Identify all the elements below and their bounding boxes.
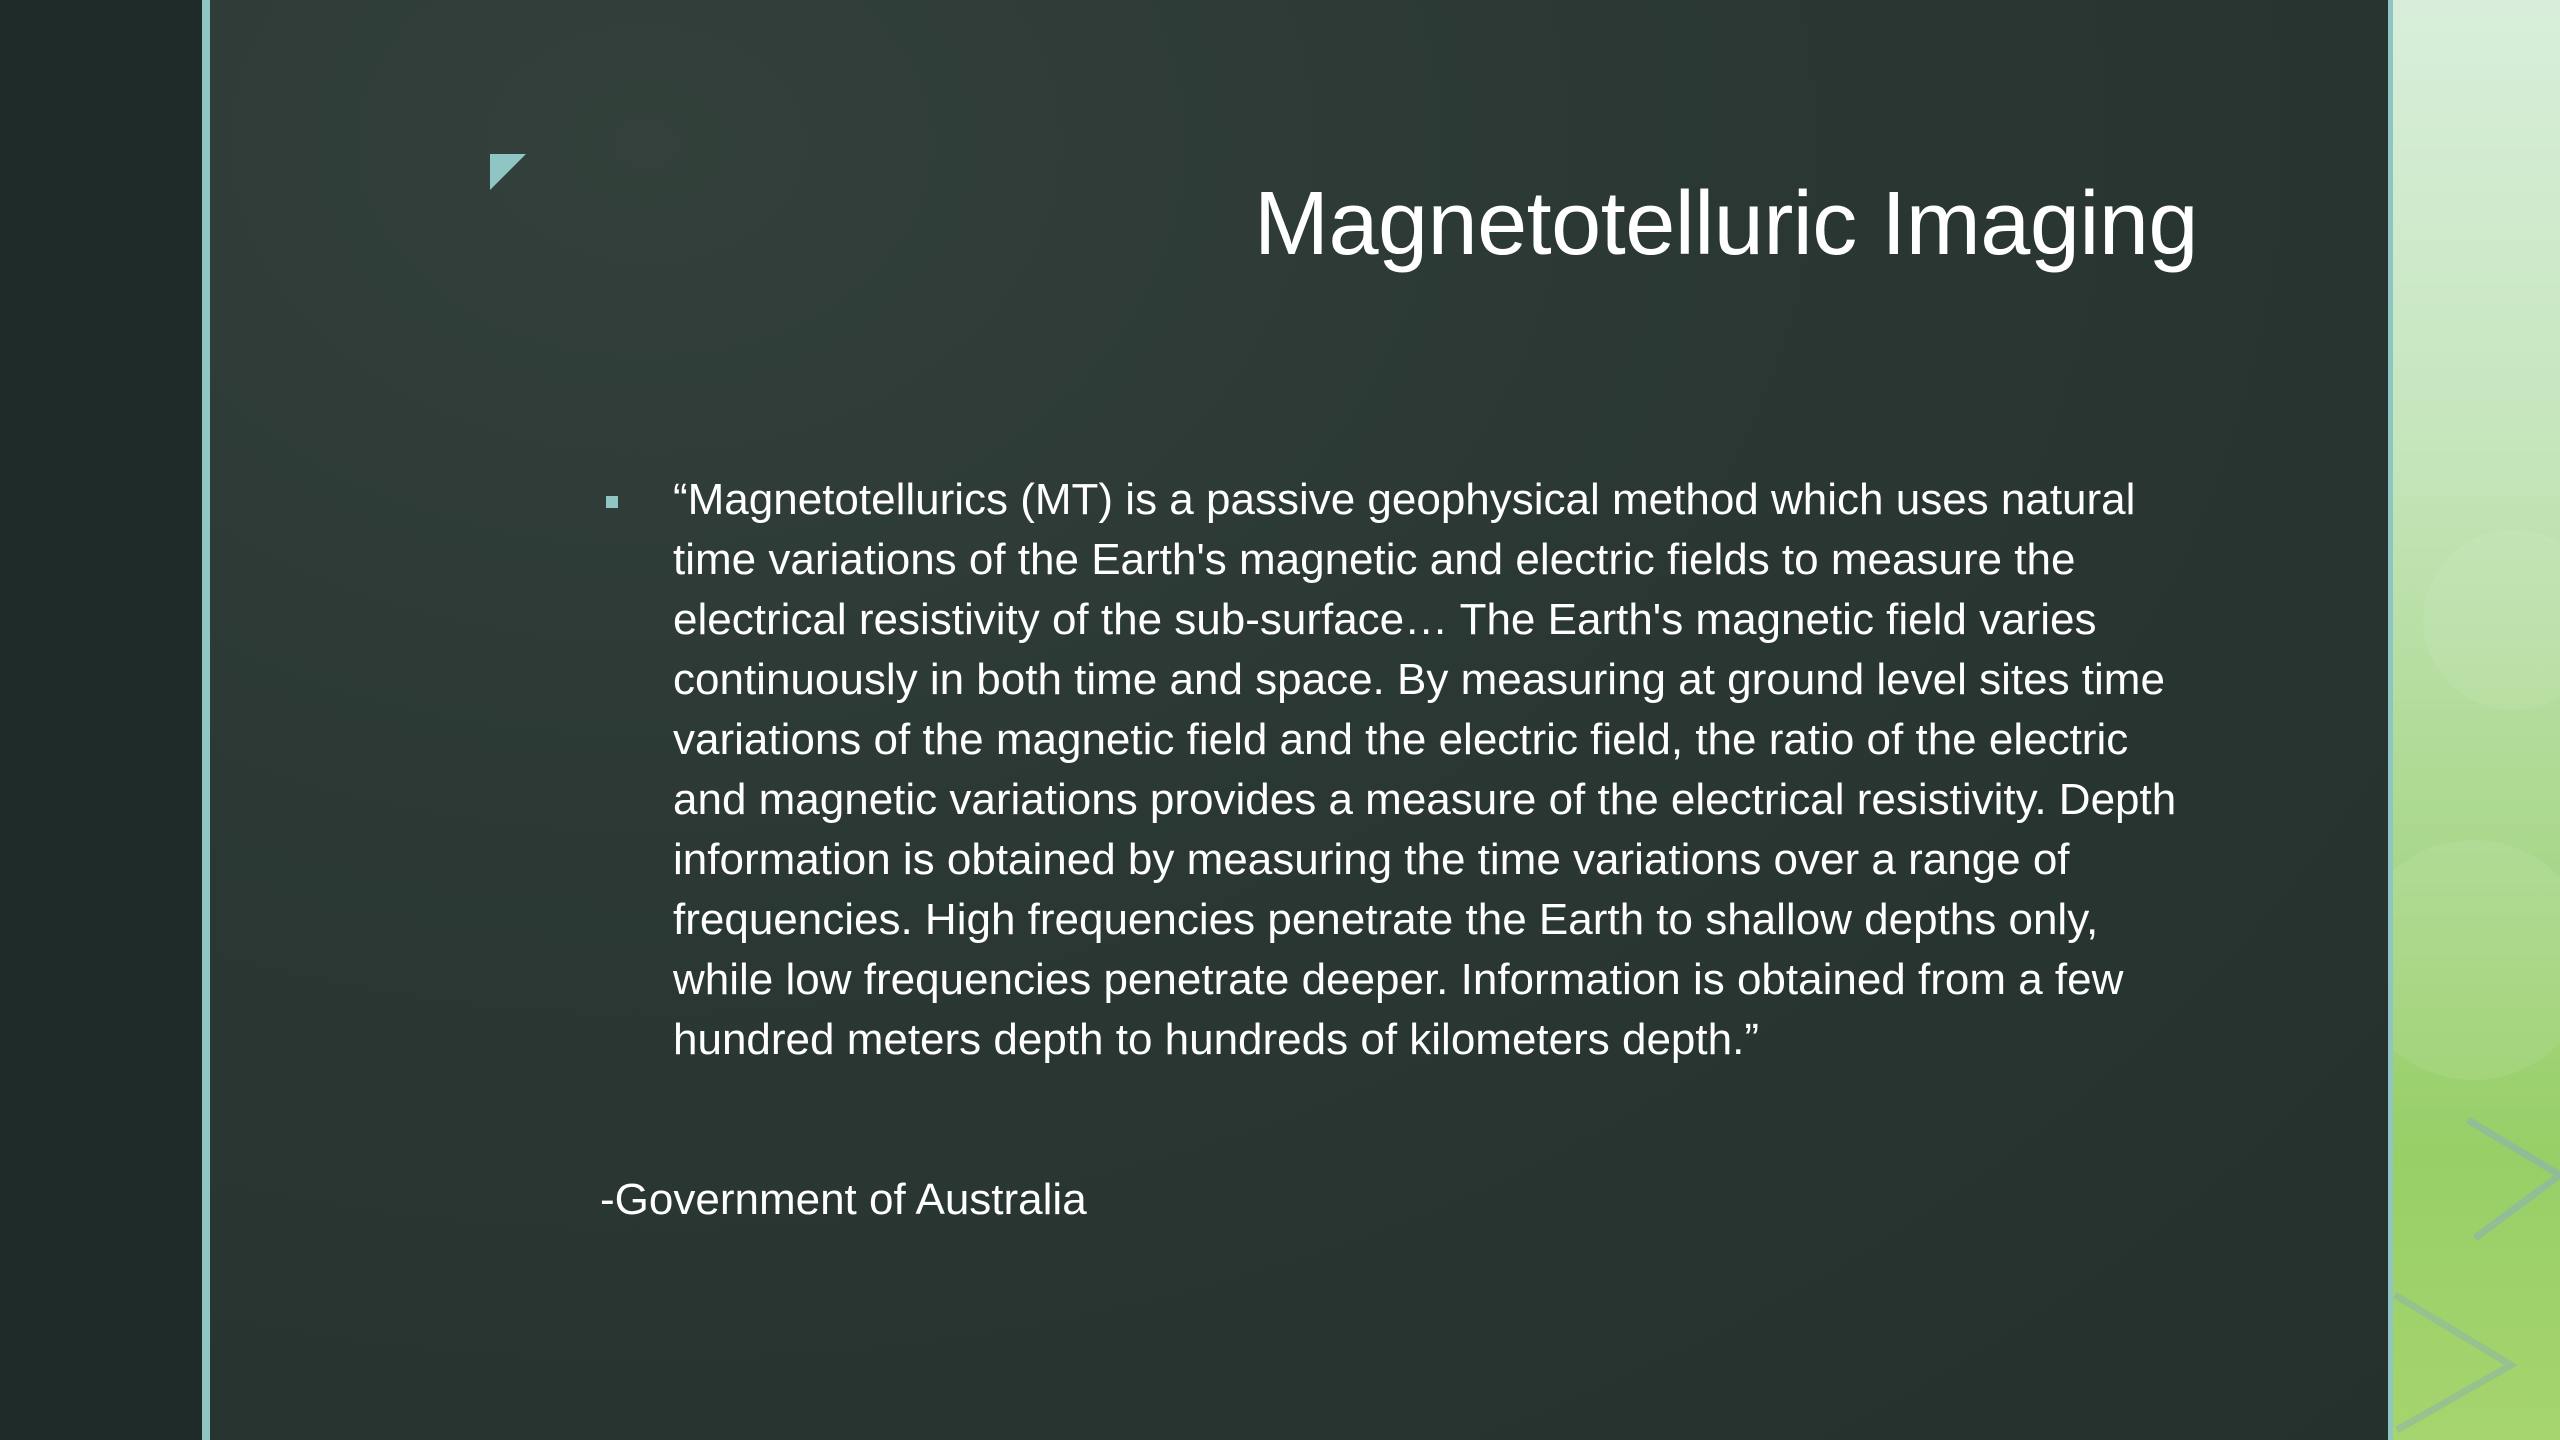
left-accent-line <box>202 0 210 1440</box>
chevron-right-icon <box>2393 0 2560 1440</box>
left-sidebar-bar <box>0 0 202 1440</box>
bullet-list <box>600 470 2200 1070</box>
slide-title: Magnetotelluric Imaging <box>1253 174 2198 274</box>
triangle-icon <box>490 154 526 190</box>
square-bullet-icon <box>606 496 618 508</box>
right-decorative-panel <box>2393 0 2560 1440</box>
quote-attribution: -Government of Australia <box>600 1175 1087 1224</box>
bullet-item-text: “Magnetotellurics (MT) is a passive geophysical method which uses natural time variations of the Earth's magnetic and electric fields to measure the electrical resistivity of the sub-surface… The Earth's magnetic field varies continuously in both time and space. By measuring at ground level sites time variations of the magnetic field and the electric field, the ratio of the electric and magnetic variations provides a measure of the electrical resistivity. Depth information is obtained by measuring the time variations over a range of frequencies. High frequencies penetrate the Earth to shallow depths only, while low frequencies penetrate deeper. Information is obtained from a few hundred meters depth to hundreds of kilometers depth.” <box>673 475 2177 1064</box>
